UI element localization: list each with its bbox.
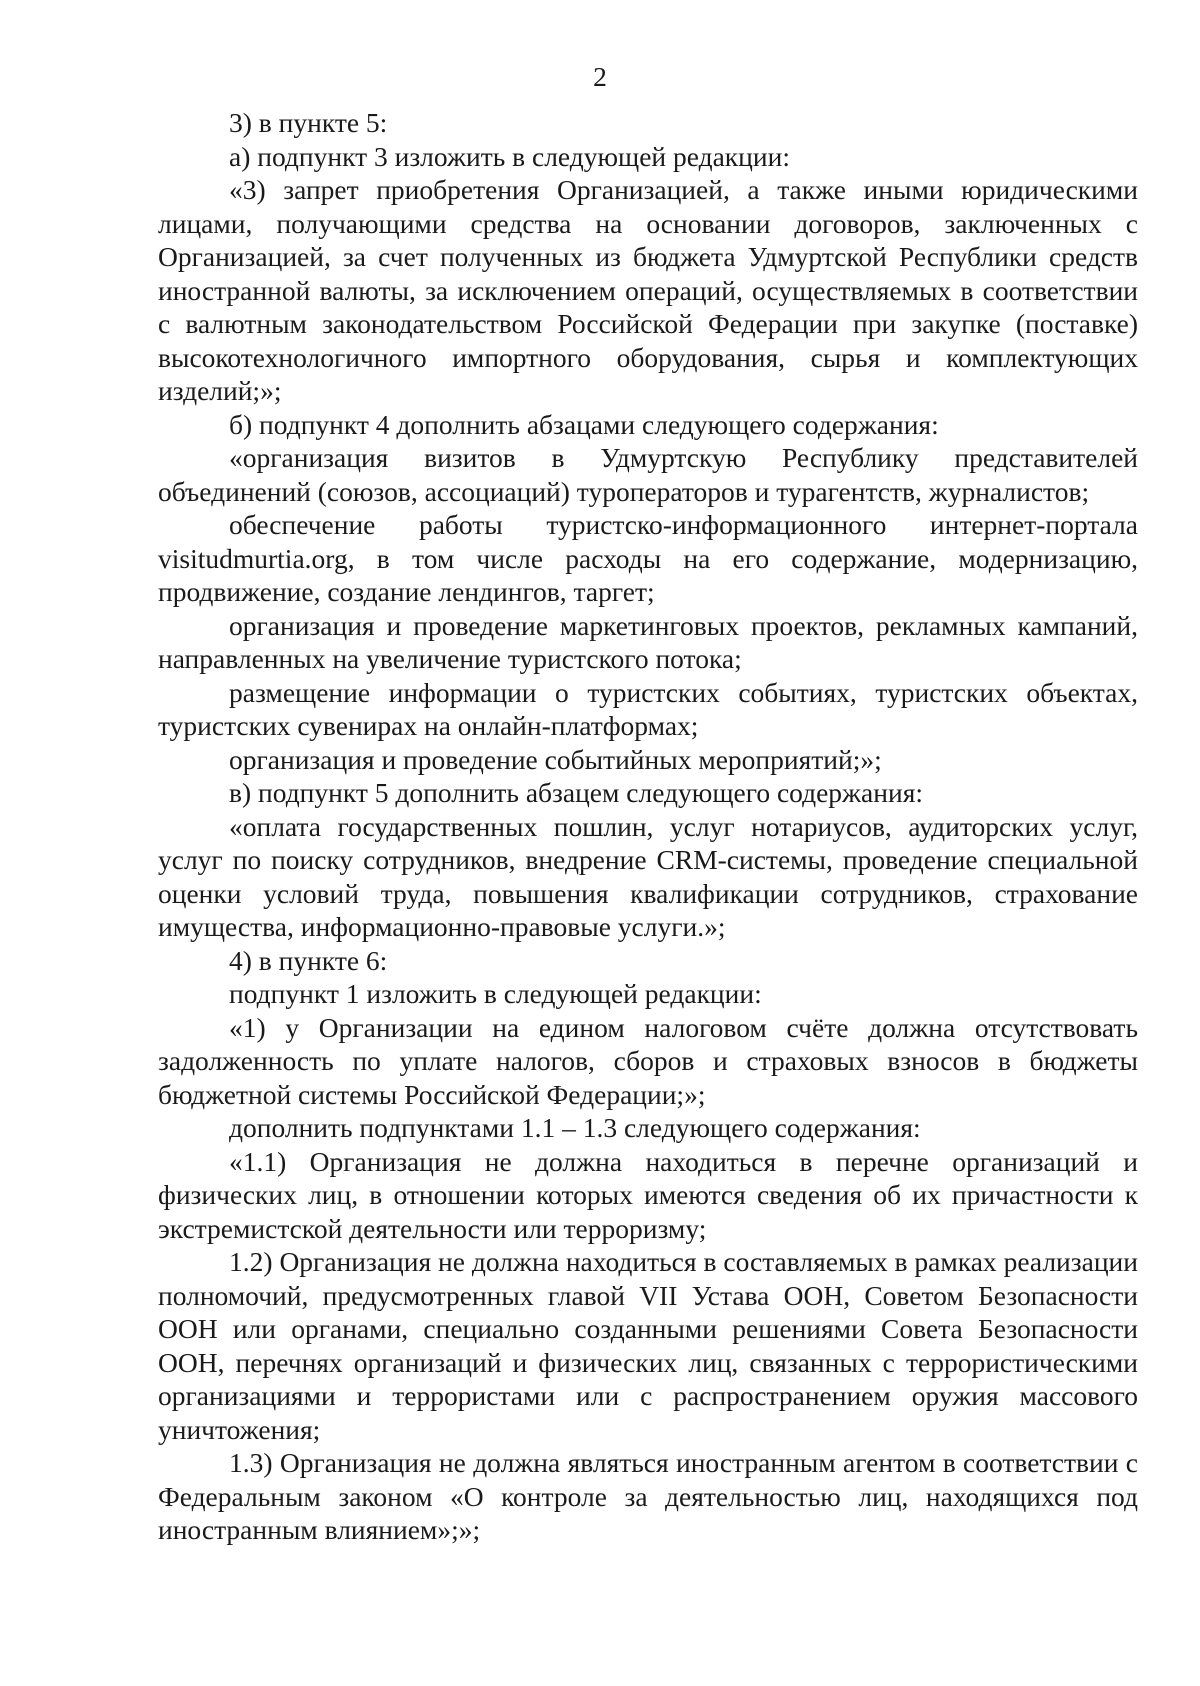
paragraph-visits: «организация визитов в Удмуртскую Республику представителей объединений (союзов, ассоциаций) туроператоров и турагентств, журналистов;: [158, 442, 1138, 507]
paragraph-portal: обеспечение работы туристско-информационного интернет-портала visitudmurtia.org, в том числе расходы на его содержание, модернизацию, продвижение, создание лендингов, таргет;: [158, 509, 1138, 607]
paragraph-payments: «оплата государственных пошлин, услуг нотариусов, аудиторских услуг, услуг по поиску сотрудников, внедрение CRM-системы, проведение специальной оценки условий труда, повышения квалификации сотрудников, страхование имущества, информационно-правовые услуги.»;: [158, 810, 1138, 942]
subitem-1-1-text: «1.1) Организация не должна находиться в перечне организаций и физических лиц, в отношении которых имеются сведения об их причастности к экстремистской деятельности или терроризму;: [158, 1145, 1138, 1244]
additions-heading: дополнить подпунктами 1.1 – 1.3 следующего содержания:: [229, 1112, 921, 1143]
paragraph-item-3-heading: 3) в пункте 5:: [229, 107, 388, 138]
subitem-1-heading: подпункт 1 изложить в следующей редакции:: [229, 978, 762, 1009]
subitem-1-text: «1) у Организации на едином налоговом счёте должна отсутствовать задолженность по уплате налогов, сборов и страховых взносов в бюджеты бюджетной системы Российской Федерации;»;: [158, 1011, 1138, 1110]
subitem-1-3-text: 1.3) Организация не должна являться иностранным агентом в соответствии с Федеральным законом «О контроле за деятельностью лиц, находящихся под иностранным влиянием»;»;: [158, 1447, 1138, 1545]
subitem-1-2-text: 1.2) Организация не должна находиться в составляемых в рамках реализации полномочий, предусмотренных главой VII Устава ООН, Советом Безопасности ООН или органами, специально созданными решениями Совета Безопасности ООН, перечнях организаций и физических лиц, связанных с террористическими организациями и террористами или с распространением оружия массового уничтожения;: [158, 1246, 1138, 1445]
subitem-v-heading: в) подпункт 5 дополнить абзацем следующего содержания:: [229, 777, 923, 808]
subitem-a-heading: а) подпункт 3 изложить в следующей редакции:: [229, 140, 790, 172]
paragraph-item-4-heading: 4) в пункте 6:: [229, 944, 388, 976]
page-number: 2: [593, 61, 607, 92]
paragraph-information: размещение информации о туристских событиях, туристских объектах, туристских сувенирах на онлайн-платформах;: [158, 676, 1138, 741]
paragraph-events: организация и проведение событийных мероприятий;»;: [229, 743, 882, 775]
document-body: [158, 106, 1138, 1547]
paragraph-marketing: организация и проведение маркетинговых проектов, рекламных кампаний, направленных на увеличение туристского потока;: [158, 609, 1138, 674]
subitem-b-heading: б) подпункт 4 дополнить абзацами следующего содержания:: [229, 408, 939, 440]
subitem-3-text: «3) запрет приобретения Организацией, а также иными юридическими лицами, получающими средства на основании договоров, заключенных с Организацией, за счет полученных из бюджета Удмуртской Республики средств иностранной валюты, за исключением операций, осуществляемых в соответствии с валютным законодательством Российской Федерации при закупке (поставке) высокотехнологичного импортного оборудования, сырья и комплектующих изделий;»;: [158, 174, 1138, 406]
